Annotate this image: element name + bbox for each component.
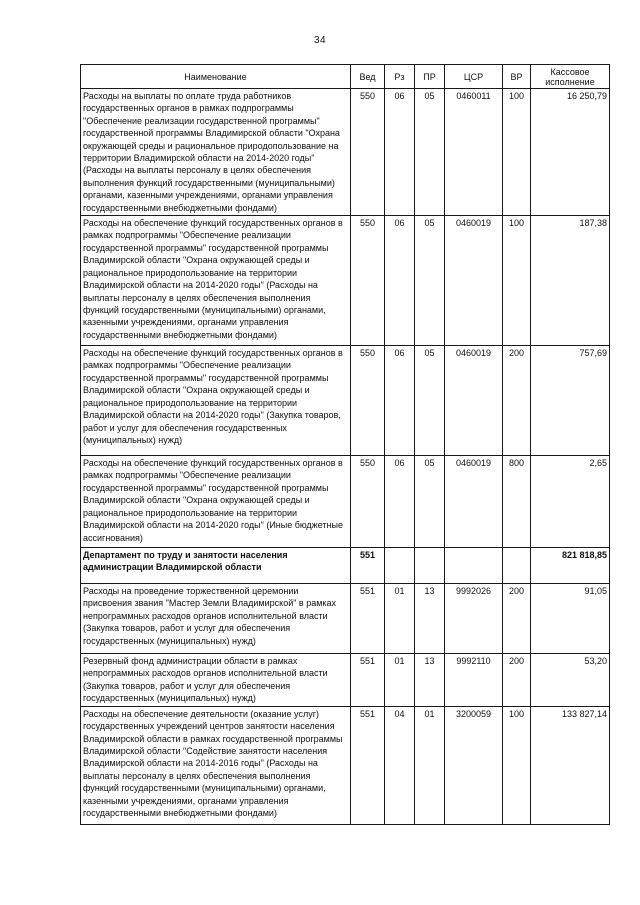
cell-vr: 200 <box>503 346 531 456</box>
header-csr: ЦСР <box>445 65 503 89</box>
cell-csr <box>445 548 503 584</box>
table-body <box>81 89 610 825</box>
cell-vr: 100 <box>503 216 531 346</box>
table-row <box>81 584 610 654</box>
cell-ved: 551 <box>351 654 385 707</box>
table-header-row <box>81 65 610 89</box>
cell-pr: 05 <box>415 216 445 346</box>
cell-ved: 551 <box>351 584 385 654</box>
cell-pr: 05 <box>415 89 445 216</box>
header-pr: ПР <box>415 65 445 89</box>
cell-csr: 3200059 <box>445 706 503 824</box>
cell-pr: 05 <box>415 346 445 456</box>
table-row <box>81 548 610 584</box>
cell-csr: 0460019 <box>445 346 503 456</box>
cell-rz: 06 <box>385 216 415 346</box>
cell-rz: 04 <box>385 706 415 824</box>
cell-amount: 821 818,85 <box>531 548 610 584</box>
cell-rz: 01 <box>385 654 415 707</box>
cell-pr: 05 <box>415 456 445 548</box>
cell-pr: 13 <box>415 584 445 654</box>
cell-name: Департамент по труду и занятости населения администрации Владимирской области <box>81 548 351 584</box>
header-vr: ВР <box>503 65 531 89</box>
cell-name: Расходы на проведение торжественной церемонии присвоения звания "Мастер Земли Владимирской" в рамках непрограммных расходов органов исполнительной власти (Закупка товаров, работ и услуг для обеспечения государственных (муниципальных) нужд) <box>81 584 351 654</box>
cell-ved: 551 <box>351 706 385 824</box>
cell-vr: 200 <box>503 584 531 654</box>
cell-vr: 200 <box>503 654 531 707</box>
cell-pr: 13 <box>415 654 445 707</box>
cell-ved: 551 <box>351 548 385 584</box>
cell-name: Расходы на обеспечение функций государственных органов в рамках подпрограммы "Обеспечение реализации государственной программы" государственной программы Владимирской области "Охрана окружающей среды и рациональное природопользование на территории Владимирской области на 2014-2020 годы" (Закупка товаров, работ и услуг для обеспечения государственных (муниципальных) нужд) <box>81 346 351 456</box>
table-row <box>81 456 610 548</box>
cell-amount: 757,69 <box>531 346 610 456</box>
cell-rz: 01 <box>385 584 415 654</box>
table-row <box>81 654 610 707</box>
cell-csr: 9992110 <box>445 654 503 707</box>
cell-vr <box>503 548 531 584</box>
cell-ved: 550 <box>351 346 385 456</box>
table-row <box>81 706 610 824</box>
cell-amount: 2,65 <box>531 456 610 548</box>
cell-ved: 550 <box>351 456 385 548</box>
cell-rz: 06 <box>385 89 415 216</box>
cell-rz: 06 <box>385 456 415 548</box>
table-row <box>81 346 610 456</box>
cell-amount: 16 250,79 <box>531 89 610 216</box>
cell-name: Расходы на обеспечение функций государственных органов в рамках подпрограммы "Обеспечение реализации государственной программы" государственной программы Владимирской области "Охрана окружающей среды и рациональное природопользование на территории Владимирской области на 2014-2020 годы" (Иные бюджетные ассигнования) <box>81 456 351 548</box>
cell-ved: 550 <box>351 89 385 216</box>
cell-vr: 100 <box>503 706 531 824</box>
header-ved: Вед <box>351 65 385 89</box>
header-name: Наименование <box>81 65 351 89</box>
cell-name: Расходы на обеспечение функций государственных органов в рамках подпрограммы "Обеспечение реализации государственной программы" государственной программы Владимирской области "Охрана окружающей среды и рациональное природопользование на территории Владимирской области на 2014-2020 годы" (Расходы на выплаты персоналу в целях обеспечения выполнения функций государственными (муниципальными) органами, казенными учреждениями, органами управления государственными внебюджетными фондами) <box>81 216 351 346</box>
header-rz: Рз <box>385 65 415 89</box>
table-row <box>81 89 610 216</box>
cell-vr: 800 <box>503 456 531 548</box>
cell-rz: 06 <box>385 346 415 456</box>
cell-pr <box>415 548 445 584</box>
cell-amount: 187,38 <box>531 216 610 346</box>
cell-csr: 9992026 <box>445 584 503 654</box>
cell-name: Резервный фонд администрации области в рамках непрограммных расходов органов исполнительной власти (Закупка товаров, работ и услуг для обеспечения государственных (муниципальных) нужд) <box>81 654 351 707</box>
cell-pr: 01 <box>415 706 445 824</box>
cell-vr: 100 <box>503 89 531 216</box>
cell-amount: 91,05 <box>531 584 610 654</box>
page-number: 34 <box>313 35 327 46</box>
cell-name: Расходы на обеспечение деятельности (оказание услуг) государственных учреждений центров занятости населения Владимирской области в рамках государственной программы Владимирской области "Содействие занятости населения Владимирской области на 2014-2016 годы" (Расходы на выплаты персоналу в целях обеспечения выполнения функций государственными (муниципальными) органами, казенными учреждениями, органами управления государственными внебюджетными фондами) <box>81 706 351 824</box>
cell-amount: 133 827,14 <box>531 706 610 824</box>
budget-table <box>80 64 610 825</box>
cell-name: Расходы на выплаты по оплате труда работников государственных органов в рамках подпрограммы "Обеспечение реализации государственной программы" государственной программы Владимирской области "Охрана окружающей среды и рациональное природопользование на территории Владимирской области на 2014-2020 годы" (Расходы на выплаты персоналу в целях обеспечения выполнения функций государственными (муниципальными) органами, казенными учреждениями, органами управления государственными внебюджетными фондами) <box>81 89 351 216</box>
cell-ved: 550 <box>351 216 385 346</box>
table-row <box>81 216 610 346</box>
cell-rz <box>385 548 415 584</box>
cell-csr: 0460019 <box>445 216 503 346</box>
cell-csr: 0460011 <box>445 89 503 216</box>
cell-amount: 53,20 <box>531 654 610 707</box>
cell-csr: 0460019 <box>445 456 503 548</box>
header-amount: Кассовое исполнение <box>531 65 610 89</box>
